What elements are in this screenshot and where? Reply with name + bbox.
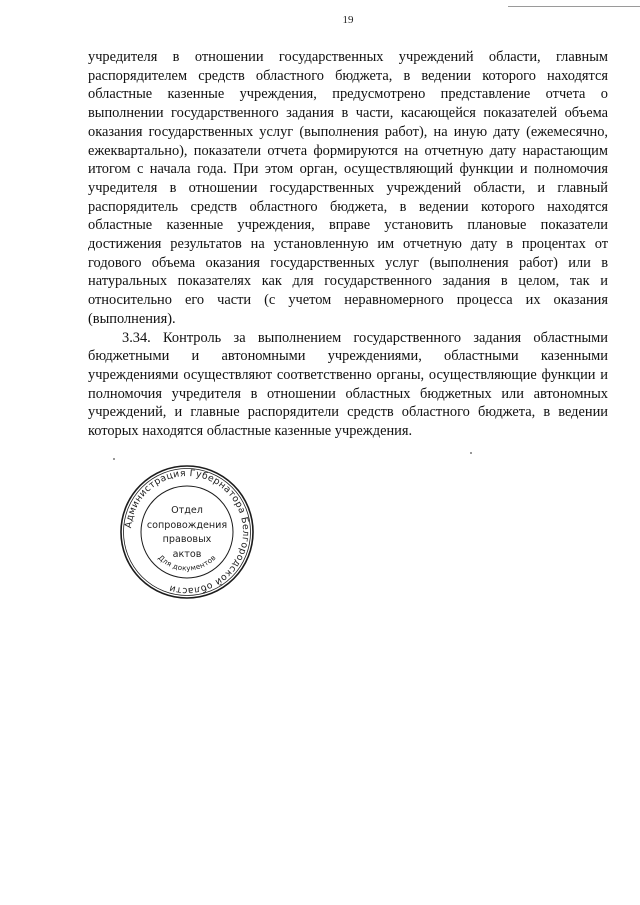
official-stamp: [119, 464, 255, 600]
paragraph-continuation: учредителя в отношении государственных учреждений области, главным распорядителем средств областного бюджета, в ведении которого находятся областные казенные учреждения, предусмотрено представление отчета о выполнении государственного задания в части, касающейся показателей объема оказания государственных услуг (выполнения работ), на иную дату (ежемесячно, ежеквартально), показатели отчета формируются на отчетную дату нарастающим итогом с начала года. При этом орган, осуществляющий функции и полномочия учредителя в отношении государственных учреждений области, и главный распорядитель средств областного бюджета, в ведении которого находятся областные казенные учреждения, вправе установить плановые показатели достижения результатов на установленную им отчетную дату в процентах от годового объема оказания государственных услуг (выполнения работ) или в натуральных показателях как для государственного задания в целом, так и относительно его части (с учетом неравномерного процесса их оказания (выполнения).: [88, 49, 608, 327]
stamp-inner-ring-text: Для документов: [156, 552, 218, 573]
scan-speck: [113, 458, 115, 460]
stamp-line: правовых: [162, 534, 212, 545]
scan-speck: [470, 452, 472, 454]
stamp-outer-ring-text: Администрация Губернатора Белгородской области: [123, 467, 252, 597]
stamp-line: Отдел: [171, 505, 203, 516]
paragraph-3-34: 3.34. Контроль за выполнением государственного задания областными бюджетными и автономными учреждениями, областными казенными учреждениями осуществляют соответственно органы, осуществляющие функции и полномочия учредителя в отношении областных бюджетных или автономных учреждений, и главные распорядители средств областного бюджета, в ведении которых находятся областные казенные учреждения.: [88, 329, 608, 440]
document-body: [88, 48, 608, 441]
page-number: 19: [342, 14, 354, 26]
stamp-center-text: [141, 504, 233, 562]
stamp-line: актов: [172, 548, 202, 560]
stamp-line: сопровождения: [146, 519, 228, 531]
top-edge-rule: [508, 6, 640, 7]
